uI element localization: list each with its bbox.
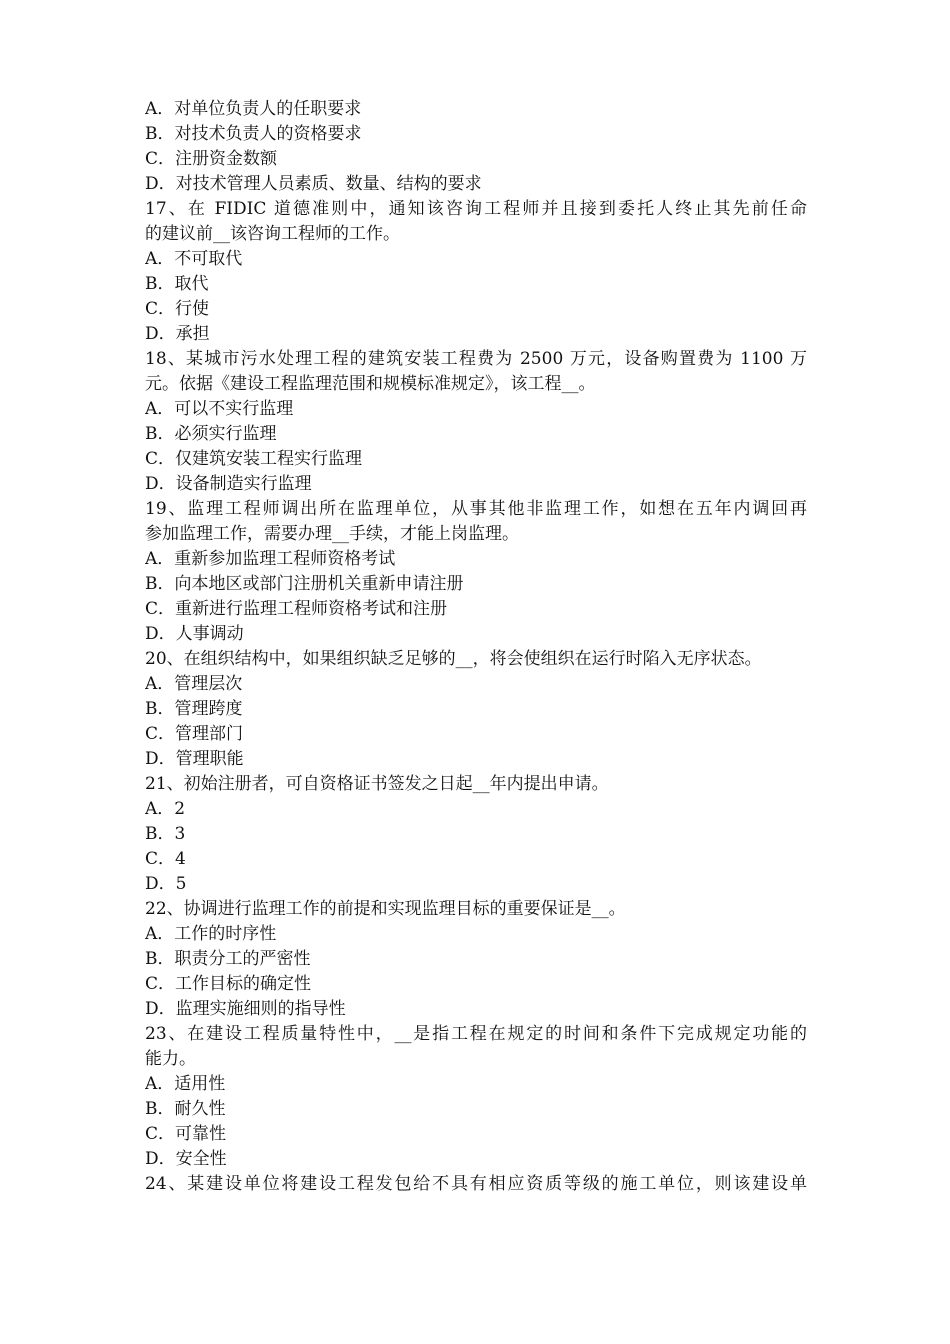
option-line: B．向本地区或部门注册机关重新申请注册 <box>145 574 464 594</box>
option-line: B．职责分工的严密性 <box>145 949 311 969</box>
option-line: A．对单位负责人的任职要求 <box>145 99 362 119</box>
option-line: C．4 <box>145 849 186 869</box>
option-line: B．耐久性 <box>145 1099 226 1119</box>
option-line: A．工作的时序性 <box>145 924 277 944</box>
question-line: 能力。 <box>145 1049 196 1069</box>
question-line: 21、初始注册者，可自资格证书签发之日起__年内提出申请。 <box>145 774 609 794</box>
question-line: 18、某城市污水处理工程的建筑安装工程费为 2500 万元，设备购置费为 1100 万 <box>145 349 807 369</box>
option-line: D．管理职能 <box>145 749 244 769</box>
option-line: D．安全性 <box>145 1149 227 1169</box>
option-line: B．取代 <box>145 274 209 294</box>
question-line: 17、在 FIDIC 道德准则中，通知该咨询工程师并且接到委托人终止其先前任命 <box>145 199 807 219</box>
question-line: 参加监理工作，需要办理__手续，才能上岗监理。 <box>145 524 519 544</box>
question-line: 元。依据《建设工程监理范围和规模标准规定》，该工程__。 <box>145 374 596 394</box>
option-line: C．重新进行监理工程师资格考试和注册 <box>145 599 448 619</box>
option-line: A．2 <box>145 799 186 819</box>
option-line: B．3 <box>145 824 186 844</box>
option-line: A．不可取代 <box>145 249 243 269</box>
option-line: B．对技术负责人的资格要求 <box>145 124 362 144</box>
question-line: 23、在建设工程质量特性中，__是指工程在规定的时间和条件下完成规定功能的 <box>145 1024 807 1044</box>
option-line: B．必须实行监理 <box>145 424 277 444</box>
option-line: D．承担 <box>145 324 210 344</box>
option-line: C．行使 <box>145 299 210 319</box>
option-line: D．人事调动 <box>145 624 244 644</box>
option-line: B．管理跨度 <box>145 699 243 719</box>
question-line: 20、在组织结构中，如果组织缺乏足够的__，将会使组织在运行时陷入无序状态。 <box>145 649 762 669</box>
option-line: A．可以不实行监理 <box>145 399 294 419</box>
option-line: C．可靠性 <box>145 1124 227 1144</box>
option-line: C．注册资金数额 <box>145 149 278 169</box>
option-line: D．监理实施细则的指导性 <box>145 999 346 1019</box>
option-line: D．5 <box>145 874 187 894</box>
option-line: C．管理部门 <box>145 724 244 744</box>
option-line: D．对技术管理人员素质、数量、结构的要求 <box>145 174 482 194</box>
option-line: D．设备制造实行监理 <box>145 474 312 494</box>
option-line: A．管理层次 <box>145 674 243 694</box>
option-line: A．重新参加监理工程师资格考试 <box>145 549 396 569</box>
question-line: 24、某建设单位将建设工程发包给不具有相应资质等级的施工单位，则该建设单 <box>145 1174 807 1194</box>
question-line: 19、监理工程师调出所在监理单位，从事其他非监理工作，如想在五年内调回再 <box>145 499 807 519</box>
document-page <box>145 97 807 1197</box>
option-line: A．适用性 <box>145 1074 226 1094</box>
option-line: C．工作目标的确定性 <box>145 974 312 994</box>
question-line: 22、协调进行监理工作的前提和实现监理目标的重要保证是__。 <box>145 899 626 919</box>
option-line: C．仅建筑安装工程实行监理 <box>145 449 363 469</box>
question-line: 的建议前__该咨询工程师的工作。 <box>145 224 400 244</box>
